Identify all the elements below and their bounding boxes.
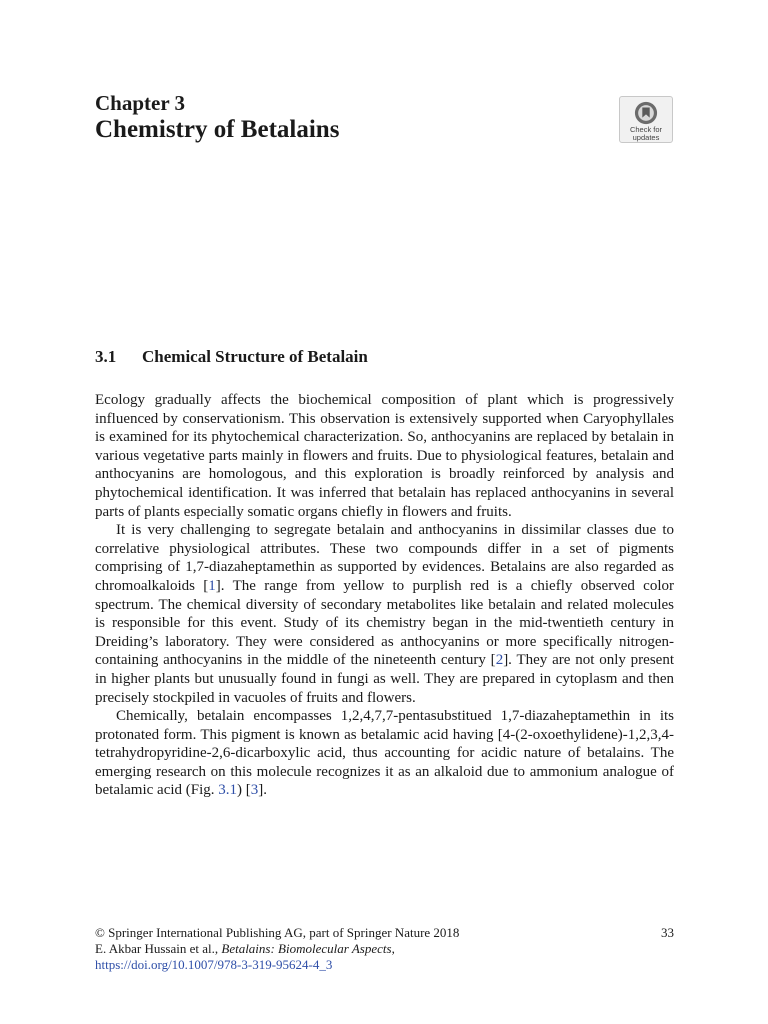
book-title: Betalains: Biomolecular Aspects [221,941,392,956]
crossmark-icon [633,101,659,125]
citation-link-2[interactable]: 2 [495,652,504,669]
paragraph-3-text-a: Chemically, betalain encompasses 1,2,4,7,7-pentasubstitued 1,7-diazaheptamethin in its protonated form. This pigment is known as betalamic acid having [4-(2-oxoethylidene)-1,2,3,4-tetrahydropyridine-2,6-dicarboxylic acid, thus accounting for acidic nature of betalains. The emerging research on this molecule recognizes it as an alkaloid due to ammonium analogue of betalamic acid (Fig. [95,708,674,799]
section-title: Chemical Structure of Betalain [142,347,368,366]
paragraph-1: Ecology gradually affects the biochemical composition of plant which is progressively influenced by conservationism. This observation is extensively supported when Caryophyllales is examined for its phytochemical characterization. So, anthocyanins are replaced by betalain in various vegetative parts mainly in flowers and fruits. Due to physiological features, betalain and anthocyanins are homologous, and this exploration is broadly reinforced by analysis and phytochemical identification. It was inferred that betalain has replaced anthocyanins in several parts of plants especially somatic organs chiefly in flowers and fruits. [95,392,674,520]
chapter-title: Chemistry of Betalains [95,116,340,143]
citation-line [95,941,674,957]
authors: E. Akbar Hussain et al., [95,941,222,956]
paragraph-2-text-a: It is very challenging to segregate betalain and anthocyanins in dissimilar classes due to correlative physiological attributes. These two compounds differ in a set of pigments comprising of 1,7-diazaheptamethin as supported by evidences. Betalains are also regarded as chromoalkaloids [ [95,522,674,594]
paragraph-3-text-c: ]. [258,782,268,799]
paragraph-2-text-b: ]. The range from yellow to purplish red is a chiefly observed color spectrum. The chemical diversity of secondary metabolites like betalain and related molecules is responsible for this event. Study of its chemistry began in the mid-twentieth century in Dreiding’s laboratory. They were considered as anthocyanins or more specifically nitrogen-containing anthocyanins in the middle of the nineteenth century [ [95,577,674,669]
page-number: 33 [661,925,674,940]
copyright-line: © Springer International Publishing AG, part of Springer Nature 2018 [95,925,460,940]
doi-link[interactable]: https://doi.org/10.1007/978-3-319-95624-4_3 [95,957,333,972]
paragraph-3 [95,707,674,800]
figure-link[interactable]: 3.1 [218,782,238,799]
check-for-updates-badge[interactable] [619,96,673,143]
paragraph-2-text-c: ]. They are not only present in higher plants but unusually found in fungi as well. They are prepared in cytoplasm and then precisely stockpiled in vacuoles of fruits and flowers. [95,652,674,706]
citation-link-3[interactable]: 3 [250,782,259,799]
footer [95,925,674,973]
section-heading [95,346,368,368]
badge-line-1: Check for [629,125,663,134]
section-number: 3.1 [95,347,117,366]
paragraph-3-text-b: ) [ [237,782,251,799]
badge-line-2: updates [632,133,660,142]
citation-link-1[interactable]: 1 [208,577,216,594]
chapter-label: Chapter 3 [95,91,186,115]
citation-comma: , [391,941,395,956]
body-text [95,391,674,800]
paragraph-2 [95,521,674,707]
